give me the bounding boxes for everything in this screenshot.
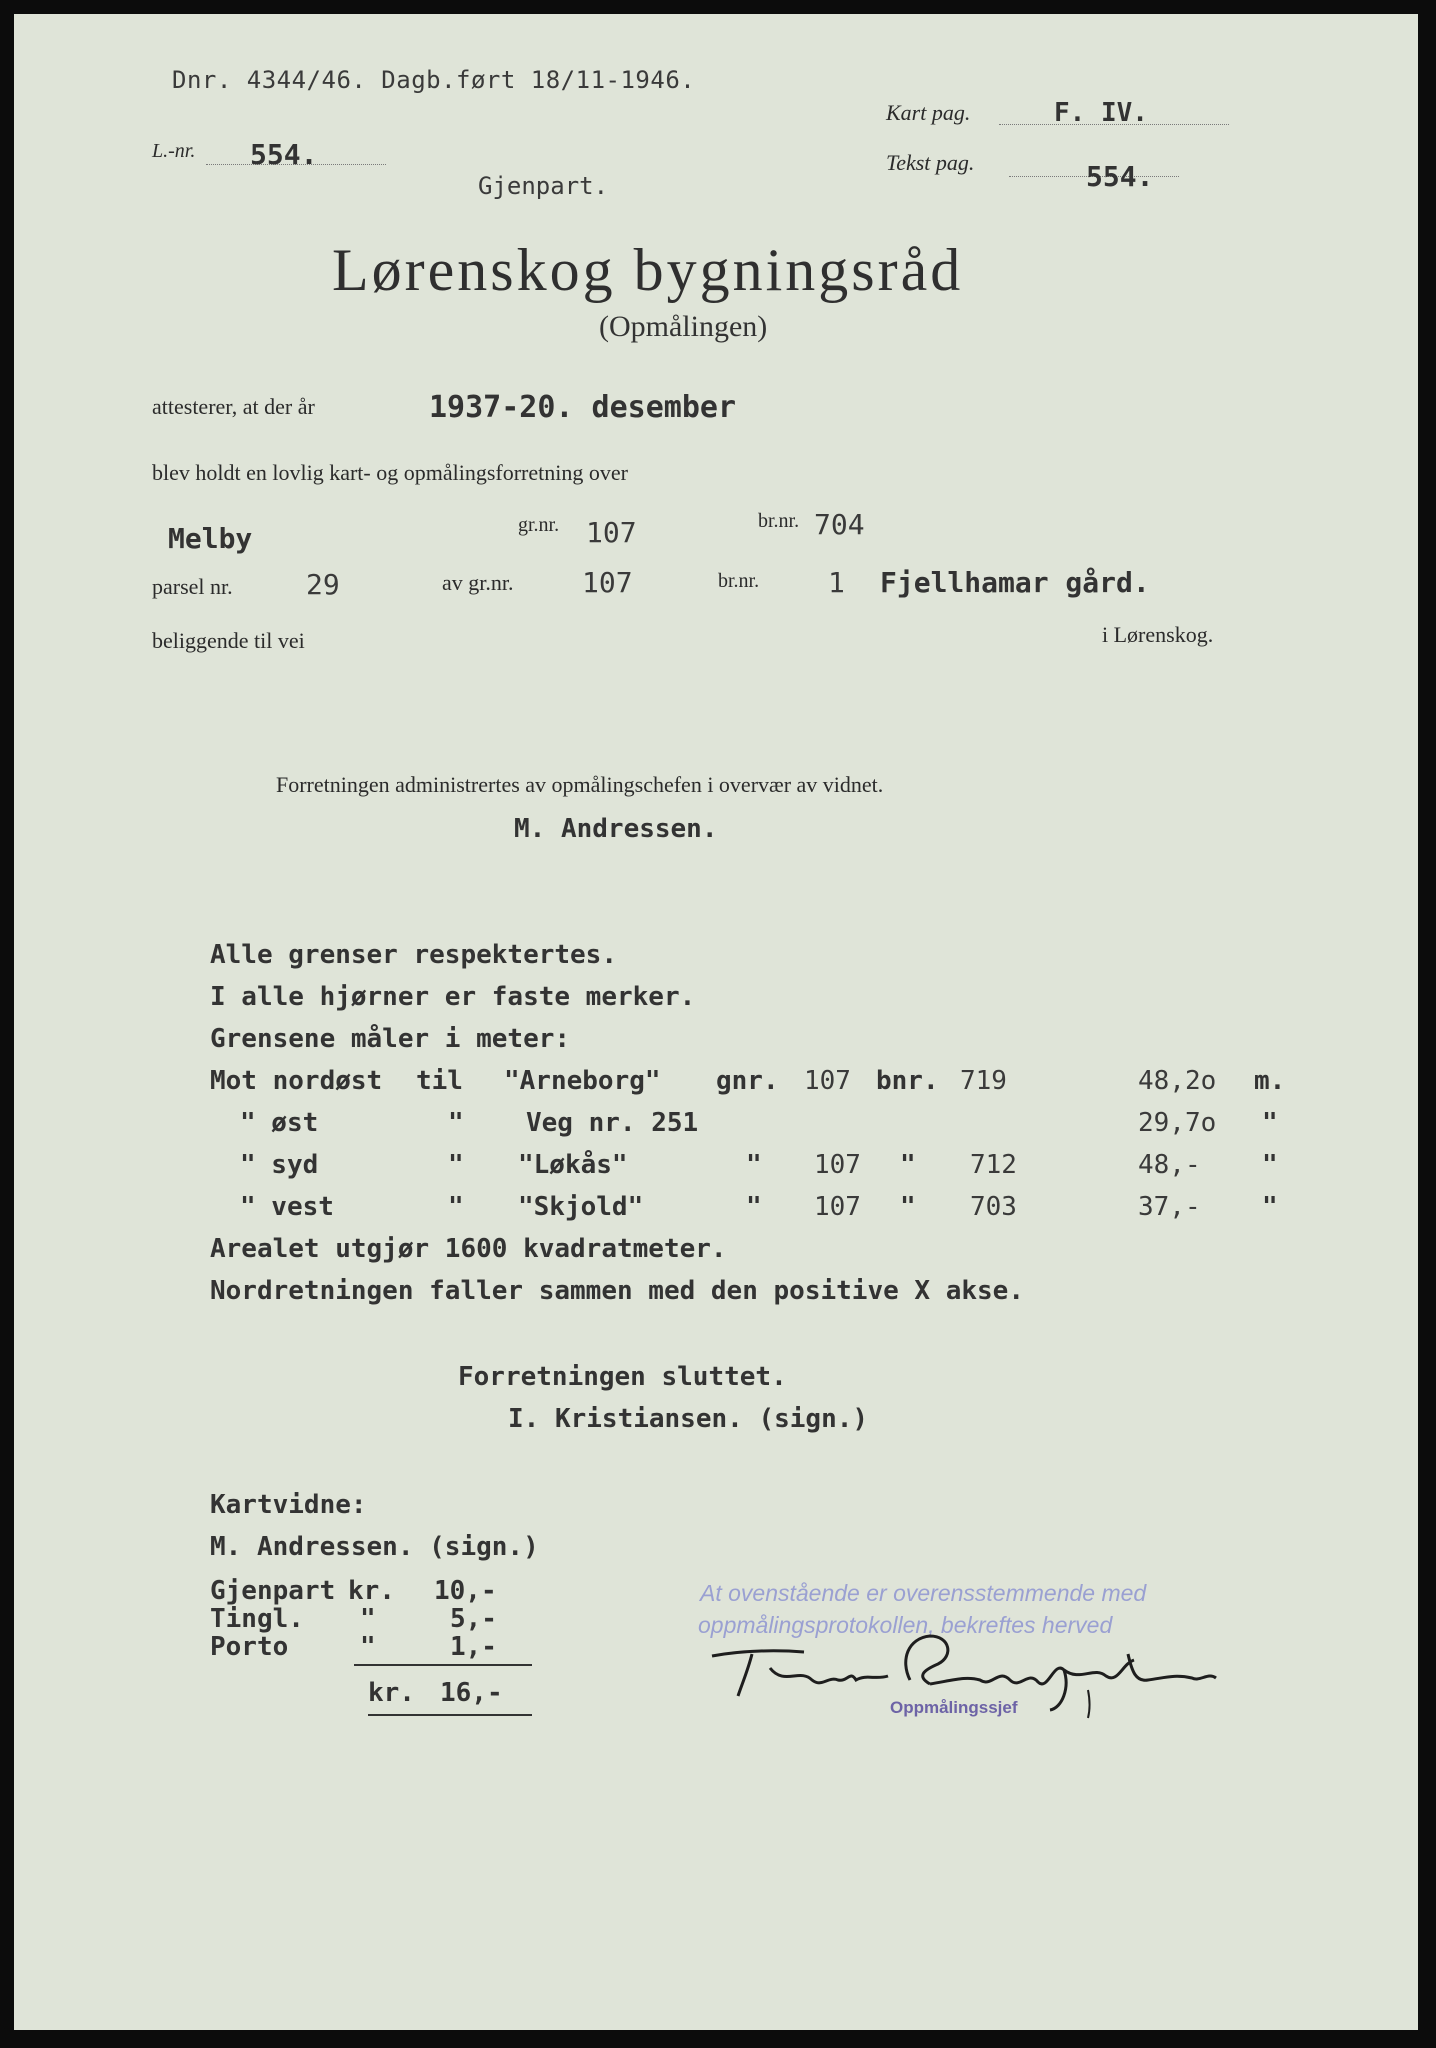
municipality-label: i Lørenskog.: [1102, 622, 1214, 647]
boundary-length: 48,-: [1138, 1150, 1201, 1180]
kart-pag-label: Kart pag.: [886, 100, 971, 125]
boundary-bnr-label: ": [900, 1192, 916, 1222]
parsel-label: parsel nr.: [152, 574, 233, 599]
brnr2-label: br.nr.: [718, 570, 760, 592]
boundary-gnr-label: gnr.: [716, 1066, 779, 1096]
boundary-neighbour: "Skjold": [518, 1192, 644, 1222]
boundary-direction: " vest: [240, 1192, 334, 1222]
area-line: Arealet utgjør 1600 kvadratmeter.: [210, 1234, 727, 1264]
body-line-1: Alle grenser respektertes.: [210, 940, 617, 970]
fee-label: Porto: [210, 1632, 289, 1662]
closing-line: Forretningen sluttet.: [458, 1362, 787, 1392]
boundary-to: ": [448, 1192, 464, 1222]
fee-sum-line: [354, 1664, 532, 1666]
boundary-unit: ": [1262, 1108, 1278, 1138]
boundary-direction: Mot nordøst: [210, 1066, 383, 1096]
boundary-length: 29,7o: [1138, 1108, 1217, 1138]
kartvidne-value: M. Andressen. (sign.): [210, 1532, 539, 1562]
date-value: 1937-20. desember: [429, 390, 737, 425]
attesterer-label: attesterer, at der år: [152, 394, 315, 419]
fee-amount: 10,-: [434, 1576, 497, 1606]
location-label: beliggende til vei: [152, 628, 305, 653]
fee-label: Tingl.: [210, 1604, 304, 1634]
diary-number-line: Dnr. 4344/46. Dagb.ført 18/11-1946.: [172, 66, 696, 94]
l-nr-label: L.-nr.: [152, 140, 196, 162]
document-page: [14, 14, 1418, 2030]
boundary-unit: m.: [1254, 1066, 1286, 1096]
boundary-gnr-label: ": [746, 1192, 762, 1222]
stamp-title: Oppmålingssjef: [890, 1698, 1018, 1717]
administration-text: Forretningen administrertes av opmålingschefen i overvær av vidnet.: [276, 772, 884, 797]
body-line-3: Grensene måler i meter:: [210, 1024, 571, 1054]
fee-marker: ": [360, 1632, 376, 1662]
brnr-label: br.nr.: [758, 510, 800, 532]
boundary-to: ": [448, 1108, 464, 1138]
copy-label: Gjenpart.: [478, 172, 609, 200]
boundary-neighbour: Veg nr. 251: [526, 1108, 699, 1138]
boundary-length: 37,-: [1138, 1192, 1201, 1222]
boundary-unit: ": [1262, 1192, 1278, 1222]
boundary-neighbour: "Løkås": [518, 1150, 628, 1180]
stamp-line-1: At ovenstående er overensstemmende med: [700, 1580, 1147, 1606]
brnr2-value: 1: [828, 566, 845, 599]
page-subtitle: (Opmålingen): [599, 310, 768, 343]
grnr-label: gr.nr.: [518, 514, 560, 536]
place-value: Melby: [168, 522, 253, 555]
north-direction-line: Nordretningen faller sammen med den positive X akse.: [210, 1276, 1024, 1306]
boundary-direction: " syd: [240, 1150, 319, 1180]
boundary-to: ": [448, 1150, 464, 1180]
boundary-direction: " øst: [240, 1108, 319, 1138]
total-underline: [368, 1714, 532, 1716]
brnr-value: 704: [814, 508, 865, 541]
boundary-gnr: 107: [814, 1192, 861, 1222]
boundary-neighbour: "Arneborg": [504, 1066, 661, 1096]
av-grnr-label: av gr.nr.: [442, 570, 514, 595]
boundary-gnr-label: ": [746, 1150, 762, 1180]
tekst-pag-label: Tekst pag.: [886, 150, 975, 175]
boundary-bnr: 712: [970, 1150, 1017, 1180]
boundary-gnr: 107: [814, 1150, 861, 1180]
kart-pag-value: F. IV.: [1054, 98, 1148, 128]
fee-amount: 1,-: [450, 1632, 497, 1662]
boundary-to: til: [416, 1066, 463, 1096]
boundary-unit: ": [1262, 1150, 1278, 1180]
fee-marker: kr.: [348, 1576, 395, 1606]
grnr-value: 107: [586, 516, 637, 549]
boundary-bnr-label: bnr.: [876, 1066, 939, 1096]
boundary-bnr: 703: [970, 1192, 1017, 1222]
boundary-length: 48,2o: [1138, 1066, 1217, 1096]
parsel-value: 29: [306, 568, 340, 601]
witness-value: M. Andressen.: [514, 814, 718, 844]
av-grnr-value: 107: [582, 566, 633, 599]
body-line-2: I alle hjørner er faste merker.: [210, 982, 696, 1012]
tekst-pag-value: 554.: [1086, 160, 1154, 193]
total-value: 16,-: [440, 1678, 503, 1708]
boundary-bnr: 719: [960, 1066, 1007, 1096]
stamp-line-2: oppmålingsprotokollen, bekreftes herved: [698, 1612, 1113, 1638]
boundary-bnr-label: ": [900, 1150, 916, 1180]
l-nr-value: 554.: [250, 138, 318, 171]
fee-marker: ": [360, 1604, 376, 1634]
survey-text: blev holdt en lovlig kart- og opmålingsforretning over: [152, 460, 628, 485]
total-label: kr.: [368, 1678, 415, 1708]
fee-amount: 5,-: [450, 1604, 497, 1634]
page-title: Lørenskog bygningsråd: [332, 237, 964, 303]
signed-line: I. Kristiansen. (sign.): [508, 1404, 869, 1434]
farm-value: Fjellhamar gård.: [880, 566, 1150, 599]
kartvidne-label: Kartvidne:: [210, 1490, 367, 1520]
boundary-gnr: 107: [804, 1066, 851, 1096]
fee-label: Gjenpart: [210, 1576, 336, 1606]
